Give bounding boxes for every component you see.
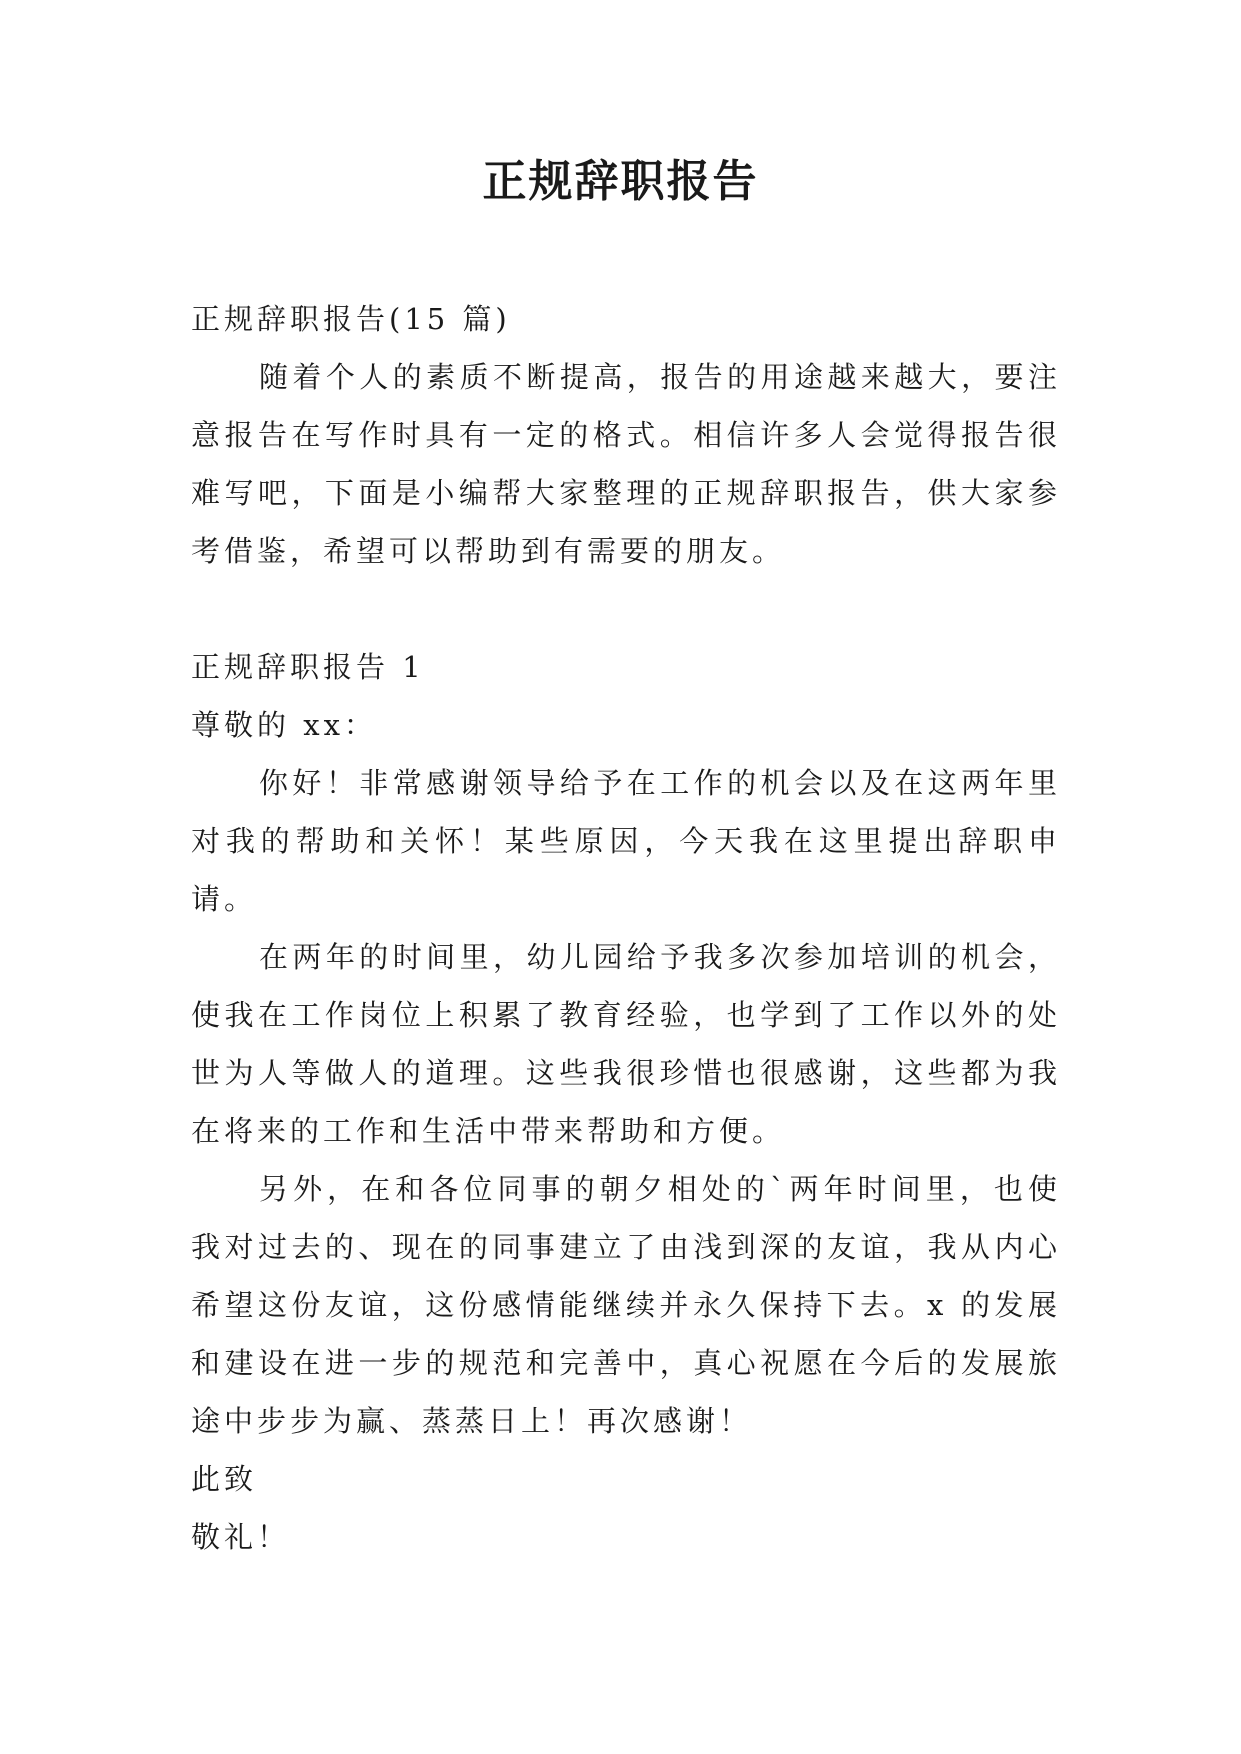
subtitle: 正规辞职报告(15 篇)	[191, 302, 511, 336]
document-body	[191, 290, 1061, 1566]
body-paragraph-2: 在两年的时间里，幼儿园给予我多次参加培训的机会，使我在工作岗位上积累了教育经验，也学到了工作以外的处世为人等做人的道理。这些我很珍惜也很感谢，这些都为我在将来的工作和生活中带来帮助和方便。	[191, 940, 1061, 1148]
paragraph-gap	[191, 580, 1061, 638]
body-paragraph-1: 你好！非常感谢领导给予在工作的机会以及在这两年里对我的帮助和关怀！某些原因，今天我在这里提出辞职申请。	[191, 766, 1061, 916]
body-paragraph-3: 另外，在和各位同事的朝夕相处的`两年时间里，也使我对过去的、现在的同事建立了由浅到深的友谊，我从内心希望这份友谊，这份感情能继续并永久保持下去。x 的发展和建设在进一步的规范和完善中，真心祝愿在今后的发展旅途中步步为赢、蒸蒸日上！再次感谢！	[191, 1172, 1061, 1438]
intro-paragraph: 随着个人的素质不断提高，报告的用途越来越大，要注意报告在写作时具有一定的格式。相信许多人会觉得报告很难写吧，下面是小编帮大家整理的正规辞职报告，供大家参考借鉴，希望可以帮助到有需要的朋友。	[191, 360, 1061, 568]
salutation: 尊敬的 xx：	[191, 708, 377, 742]
closing-line-1: 此致	[191, 1462, 258, 1496]
document-title: 正规辞职报告	[482, 156, 759, 207]
closing-line-2: 敬礼！	[191, 1520, 291, 1554]
section-heading: 正规辞职报告 1	[191, 650, 425, 684]
